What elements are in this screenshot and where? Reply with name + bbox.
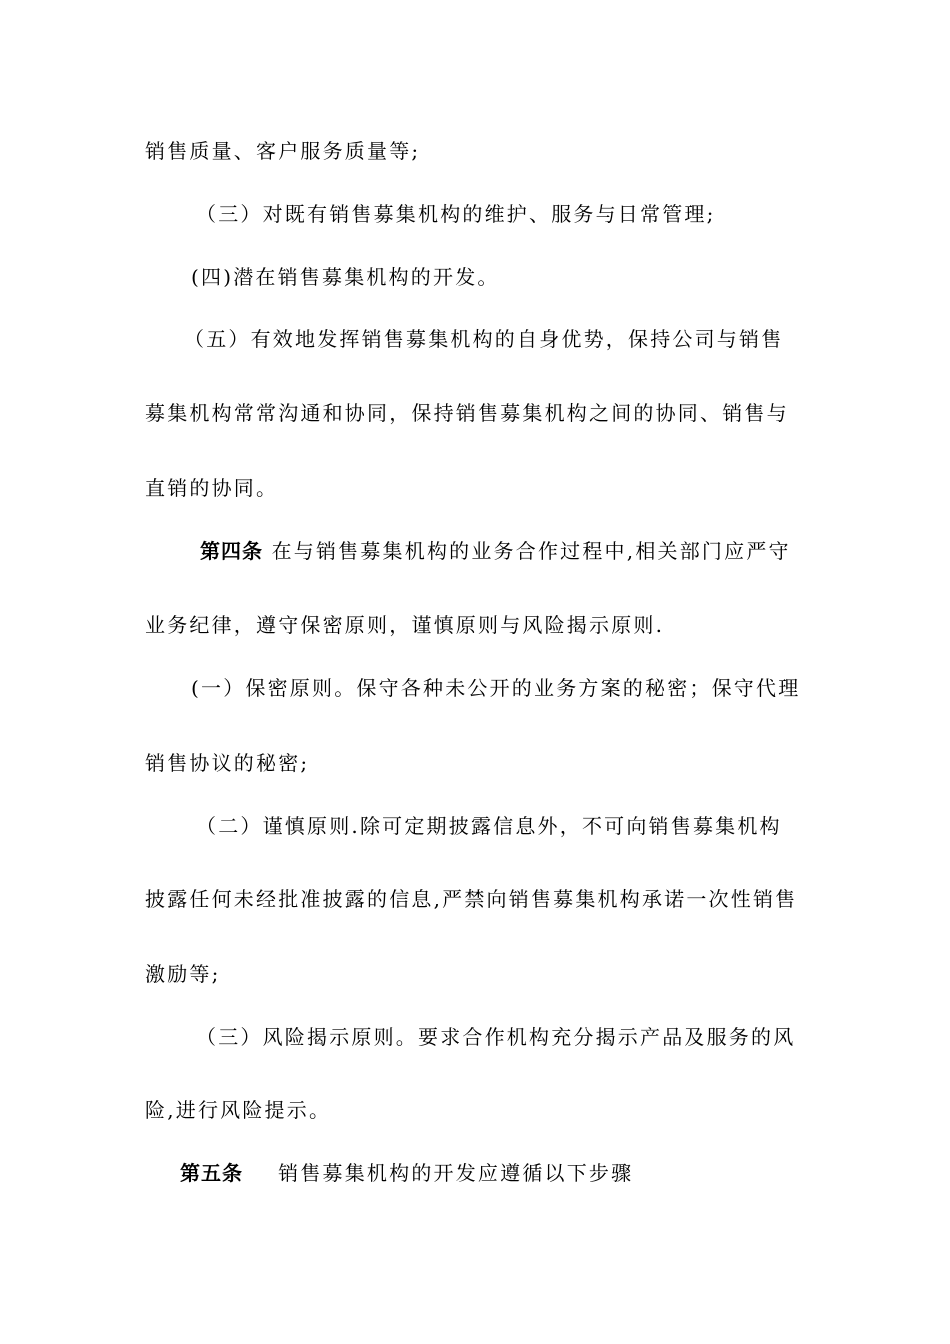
article-4-text: 在与销售募集机构的业务合作过程中,相关部门应严守: [271, 539, 791, 563]
article-4-line: [200, 539, 791, 563]
paragraph-line: 业务纪律，遵守保密原则，谨慎原则与风险揭示原则.: [145, 613, 665, 637]
article-5-line: [180, 1161, 633, 1185]
paragraph-line: 险,进行风险提示。: [145, 1098, 332, 1122]
paragraph-line: 直销的协同。: [145, 476, 279, 500]
paragraph-line: (一）保密原则。保守各种未公开的业务方案的秘密；保守代理: [191, 676, 801, 700]
paragraph-line: 激励等;: [145, 962, 221, 986]
paragraph-line: 披露任何未经批准披露的信息,严禁向销售募集机构承诺一次性销售: [145, 887, 798, 911]
paragraph-line: 销售质量、客户服务质量等;: [145, 139, 421, 163]
paragraph-line: 募集机构常常沟通和协同，保持销售募集机构之间的协同、销售与: [145, 401, 789, 425]
paragraph-line: （五）有效地发挥销售募集机构的自身优势，保持公司与销售: [184, 327, 784, 351]
article-5-label: 第五条: [180, 1161, 243, 1185]
paragraph-line: （二）谨慎原则.除可定期披露信息外，不可向销售募集机构: [196, 814, 782, 838]
article-4-label: 第四条: [200, 539, 263, 563]
article-5-text: 销售募集机构的开发应遵循以下步骤: [278, 1161, 634, 1185]
paragraph-line: 销售协议的秘密;: [145, 751, 310, 775]
paragraph-line: (四)潜在销售募集机构的开发。: [191, 265, 500, 289]
paragraph-line: （三）对既有销售募集机构的维护、服务与日常管理;: [196, 202, 716, 226]
paragraph-line: （三）风险揭示原则。要求合作机构充分揭示产品及服务的风: [196, 1025, 796, 1049]
